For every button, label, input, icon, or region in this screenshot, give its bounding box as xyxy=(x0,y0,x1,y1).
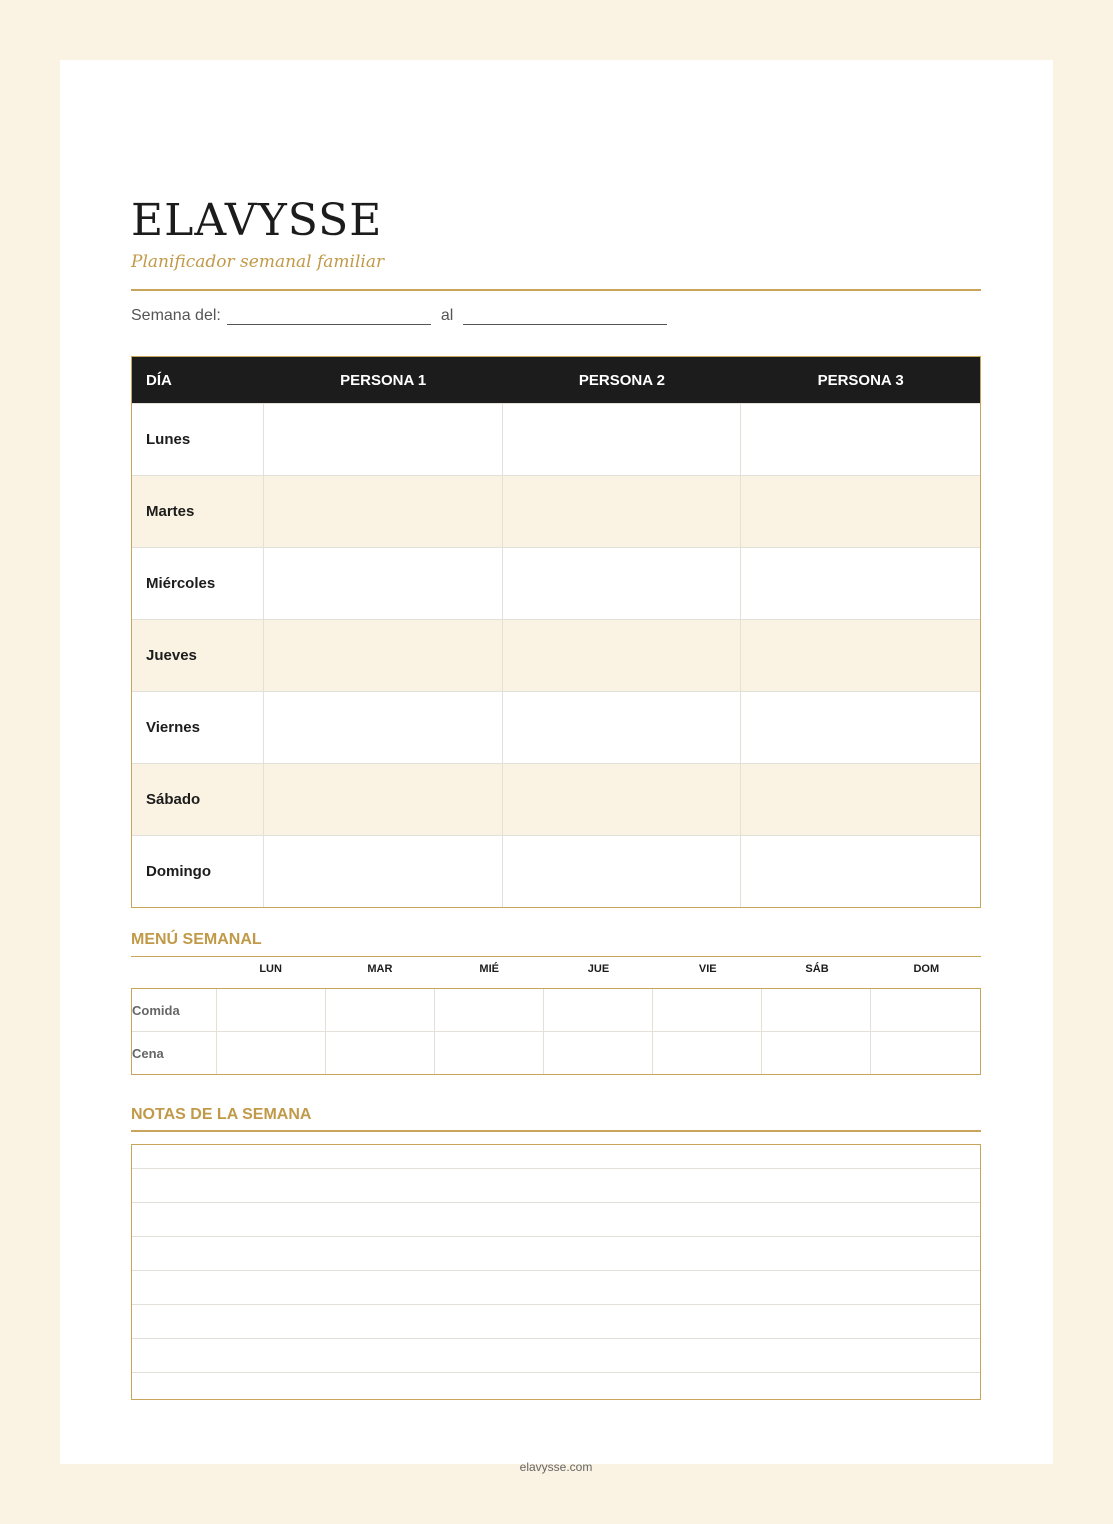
day-label: Domingo xyxy=(132,836,264,907)
table-cell[interactable] xyxy=(741,620,980,691)
menu-cell[interactable] xyxy=(871,1032,980,1074)
table-cell[interactable] xyxy=(264,404,503,475)
day-label: Lunes xyxy=(132,404,264,475)
table-cell[interactable] xyxy=(264,620,503,691)
table-cell[interactable] xyxy=(503,764,742,835)
week-from-label: Semana del: xyxy=(131,307,221,324)
table-cell[interactable] xyxy=(503,404,742,475)
notes-line[interactable] xyxy=(132,1373,980,1399)
header-persona-1: PERSONA 1 xyxy=(340,371,427,389)
notes-section-title: NOTAS DE LA SEMANA xyxy=(131,1106,312,1123)
menu-day-header: DOM xyxy=(913,963,940,975)
menu-row-label: Comida xyxy=(132,989,217,1031)
table-row xyxy=(132,403,980,475)
menu-cell[interactable] xyxy=(871,989,980,1031)
notes-divider xyxy=(131,1130,981,1132)
notes-line[interactable] xyxy=(132,1271,980,1305)
header-persona-3: PERSONA 3 xyxy=(817,371,904,389)
table-body xyxy=(132,403,980,907)
table-cell[interactable] xyxy=(741,692,980,763)
menu-cell[interactable] xyxy=(762,989,871,1031)
table-cell[interactable] xyxy=(741,764,980,835)
week-range xyxy=(131,307,667,325)
table-row xyxy=(132,475,980,547)
table-row xyxy=(132,547,980,619)
table-cell[interactable] xyxy=(264,836,503,907)
table-cell[interactable] xyxy=(503,476,742,547)
menu-cell[interactable] xyxy=(217,1032,326,1074)
table-cell[interactable] xyxy=(503,692,742,763)
header-day: DÍA xyxy=(146,371,172,389)
notes-box[interactable] xyxy=(131,1144,981,1400)
day-label: Martes xyxy=(132,476,264,547)
menu-row-label: Cena xyxy=(132,1032,217,1074)
day-label: Viernes xyxy=(132,692,264,763)
table-row xyxy=(132,691,980,763)
menu-day-header: VIE xyxy=(698,963,717,975)
table-cell[interactable] xyxy=(741,548,980,619)
table-cell[interactable] xyxy=(264,764,503,835)
notes-line[interactable] xyxy=(132,1339,980,1373)
table-row xyxy=(132,763,980,835)
notes-line[interactable] xyxy=(132,1169,980,1203)
table-cell[interactable] xyxy=(741,476,980,547)
table-cell[interactable] xyxy=(264,692,503,763)
day-label: Miércoles xyxy=(132,548,264,619)
notes-line[interactable] xyxy=(132,1237,980,1271)
menu-cell[interactable] xyxy=(217,989,326,1031)
menu-cell[interactable] xyxy=(435,989,544,1031)
table-header xyxy=(132,357,980,403)
menu-cell[interactable] xyxy=(326,989,435,1031)
table-cell[interactable] xyxy=(503,548,742,619)
notes-line[interactable] xyxy=(132,1203,980,1237)
table-cell[interactable] xyxy=(503,620,742,691)
day-label: Sábado xyxy=(132,764,264,835)
table-cell[interactable] xyxy=(264,476,503,547)
menu-cell[interactable] xyxy=(544,989,653,1031)
planner-page xyxy=(60,60,1053,1474)
menu-cell[interactable] xyxy=(762,1032,871,1074)
footer-site: elavysse.com xyxy=(519,1460,593,1474)
menu-row-comida xyxy=(132,989,980,1031)
table-row xyxy=(132,619,980,691)
menu-day-header: MAR xyxy=(367,963,393,975)
menu-day-header: JUE xyxy=(587,963,610,975)
table-cell[interactable] xyxy=(503,836,742,907)
menu-row-cena xyxy=(132,1031,980,1074)
menu-cell[interactable] xyxy=(653,1032,762,1074)
menu-cell[interactable] xyxy=(326,1032,435,1074)
menu-cell[interactable] xyxy=(653,989,762,1031)
menu-day-headers xyxy=(216,963,981,975)
menu-day-header: LUN xyxy=(259,963,282,975)
menu-divider xyxy=(131,956,981,957)
brand-title: ELAVYSSE xyxy=(131,195,383,246)
week-from-field[interactable] xyxy=(227,308,431,325)
week-to-field[interactable] xyxy=(463,308,667,325)
menu-day-header: SÁB xyxy=(805,963,829,975)
menu-day-header: MIÉ xyxy=(479,963,499,975)
table-cell[interactable] xyxy=(264,548,503,619)
week-to-label: al xyxy=(440,307,454,324)
day-label: Jueves xyxy=(132,620,264,691)
menu-cell[interactable] xyxy=(435,1032,544,1074)
menu-section-title: MENÚ SEMANAL xyxy=(131,931,262,948)
menu-table xyxy=(131,988,981,1075)
header-persona-2: PERSONA 2 xyxy=(578,371,665,389)
table-row xyxy=(132,835,980,907)
notes-line[interactable] xyxy=(132,1145,980,1169)
table-cell[interactable] xyxy=(741,836,980,907)
weekly-table xyxy=(131,356,981,908)
header-divider xyxy=(131,289,981,291)
notes-line[interactable] xyxy=(132,1305,980,1339)
planner-subtitle: Planificador semanal familiar xyxy=(131,252,385,272)
table-cell[interactable] xyxy=(741,404,980,475)
menu-cell[interactable] xyxy=(544,1032,653,1074)
